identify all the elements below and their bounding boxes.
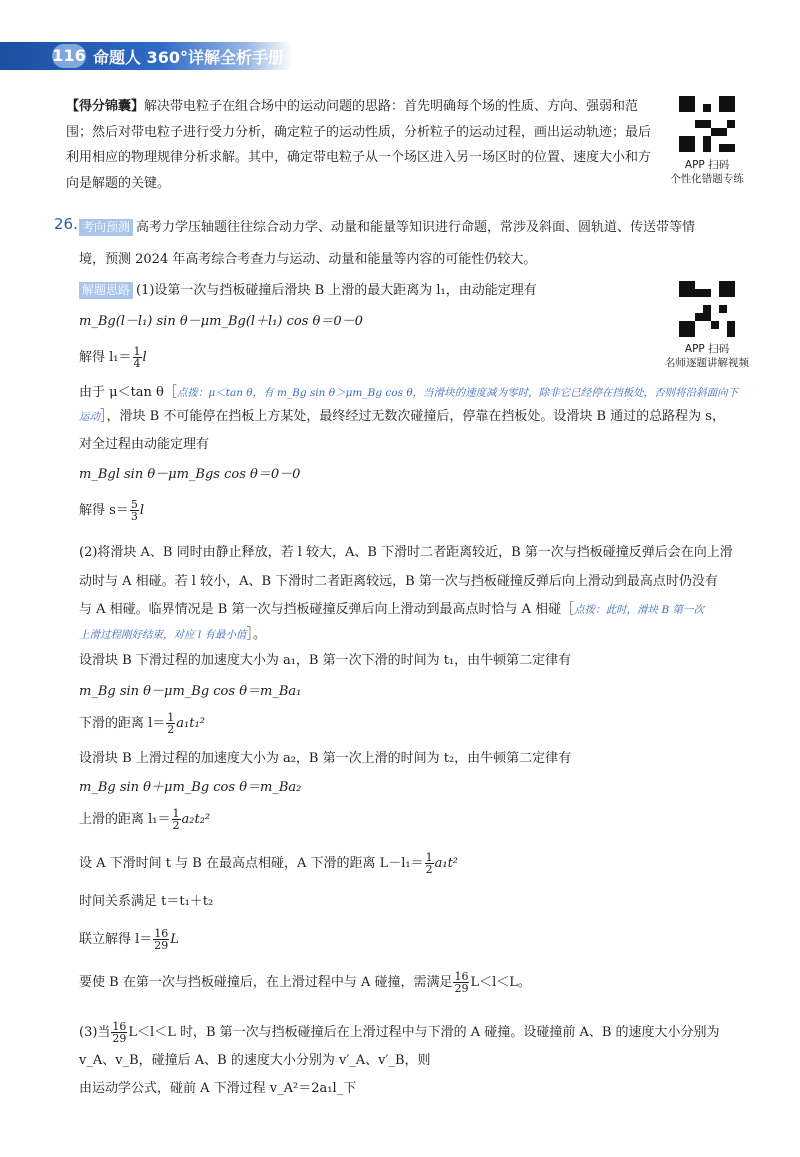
solution-line: 运动］，滑块 B 不可能停在挡板上方某处，最终经过无数次碰撞后，停靠在挡板处。设滑块 B 通过的总路程为 s， [79,409,725,424]
solution-line: 与 A 相碰。临界情况是 B 第一次与挡板碰撞反弹后向上滑动到最高点时恰与 A 相碰［点拨：此时，滑块 B 第一次 [79,602,705,617]
solution-line: (2)将滑块 A、B 同时由静止释放，若 l 较大，A、B 下滑时二者距离较近，B 第一次与挡板碰撞反弹后会在向上滑 [79,545,733,560]
solution-line: 上滑过程刚好结束，对应 l 有最小值］。 [79,627,267,642]
tip-text: 解决带电粒子在组合场中的运动问题的思路：首先明确每个场的性质、方向、强弱和范围；然后对带电粒子进行受力分析，确定粒子的运动性质，分析粒子的运动过程，画出运动轨迹；最后利用相应的物理规律分析求解。其中，确定带电粒子从一个场区进入另一场区时的位置、速度大小和方向是解题的关键。 [66,99,652,191]
page-number: 116 [52,44,86,68]
equation: m_Bgl sin θ－μm_Bgs cos θ＝0－0 [79,467,301,482]
result-line: 联立解得 l＝ $\frac{16}{29}$ L [79,927,179,952]
solution-line: 时间关系满足 t＝t₁＋t₂ [79,894,214,909]
note: 上滑过程刚好结束，对应 l 有最小值 [79,629,247,641]
result-line: 设 A 下滑时间 t 与 B 在最高点相碰，A 下滑的距离 L－l₁＝ $\frac{1}{2}$ a₁t² [79,851,459,876]
solution-line: 设滑块 B 下滑过程的加速度大小为 a₁，B 第一次下滑的时间为 t₁，由牛顿第二定律有 [79,653,572,668]
result-line: 解得 l₁＝ $\frac{1}{4}$ l [79,345,147,370]
result-line: 上滑的距离 l₁＝ $\frac{1}{2}$ a₂t₂² [79,807,211,832]
equation: m_Bg(l－l₁) sin θ－μm_Bg(l＋l₁) cos θ＝0－0 [79,314,363,329]
note: 点拨：此时，滑块 B 第一次 [574,604,705,616]
solution-line: 由于 μ＜tan θ［点拨：μ＜tan θ，有 m_Bg sin θ＞μm_Bg cos θ，当滑块的速度减为零时，除非它已经停在挡板处，否则将沿斜面向下 [79,385,739,400]
solution-line: 动时与 A 相碰。若 l 较小，A、B 下滑时二者距离较远，B 第一次与挡板碰撞反弹后向上滑动到最高点时仍没有 [79,574,718,589]
result-line: 要使 B 在第一次与挡板碰撞后，在上滑过程中与 A 碰撞，需满足 $\frac{16}{29}$ L＜l＜L。 [79,970,531,995]
qr-caption: APP 扫码 个性化错题专练 [670,159,744,185]
analysis-line: 境，预测 2024 年高考综合考查力与运动、动量和能量等内容的可能性仍较大。 [79,252,537,267]
note: 点拨：μ＜tan θ，有 m_Bg sin θ＞μm_Bg cos θ，当滑块的速度减为零时，除非它已经停在挡板处，否则将沿斜面向下 [176,387,739,399]
tag-analysis: 考向预测 [79,219,133,236]
solution-line: (3)当 $\frac{16}{29}$ L＜l＜L 时，B 第一次与挡板碰撞后在上滑过程中与下滑的 A 碰撞。设碰撞前 A、B 的速度大小分别为 [79,1020,720,1045]
solution-line: 对全过程由动能定理有 [79,437,210,452]
solution-line: 解题思路 (1)设第一次与挡板碰撞后滑块 B 上滑的最大距离为 l₁，由动能定理有 [79,282,537,300]
tip-paragraph [66,94,656,196]
equation: m_Bg sin θ－μm_Bg cos θ＝m_Ba₁ [79,684,302,699]
tag-solution: 解题思路 [79,282,133,299]
note: 运动 [79,411,100,423]
qr-code-icon[interactable] [679,96,735,152]
book-title: 命题人 360°详解全析手册 [93,48,284,67]
solution-line: 设滑块 B 上滑过程的加速度大小为 a₂，B 第一次上滑的时间为 t₂，由牛顿第二定律有 [79,751,572,766]
solution-line: 由运动学公式，碰前 A 下滑过程 v_A²＝2a₁l_下 [79,1081,357,1096]
solution-line: v_A、v_B，碰撞后 A、B 的速度大小分别为 v′_A、v′_B，则 [79,1053,431,1068]
equation: m_Bg sin θ＋μm_Bg cos θ＝m_Ba₂ [79,780,302,795]
result-line: 下滑的距离 l＝ $\frac{1}{2}$ a₁t₁² [79,711,205,736]
tip-label: 【得分锦囊】 [66,99,145,114]
analysis-line: 考向预测 高考力学压轴题往往综合动力学、动量和能量等知识进行命题，常涉及斜面、圆轨道、传送带等情 [79,219,695,237]
qr-caption: APP 扫码 名师逐题讲解视频 [665,343,749,369]
qr-code-icon[interactable] [679,281,735,337]
question-number: 26. [54,215,78,233]
result-line: 解得 s＝ $\frac{5}{3}$ l [79,498,144,523]
